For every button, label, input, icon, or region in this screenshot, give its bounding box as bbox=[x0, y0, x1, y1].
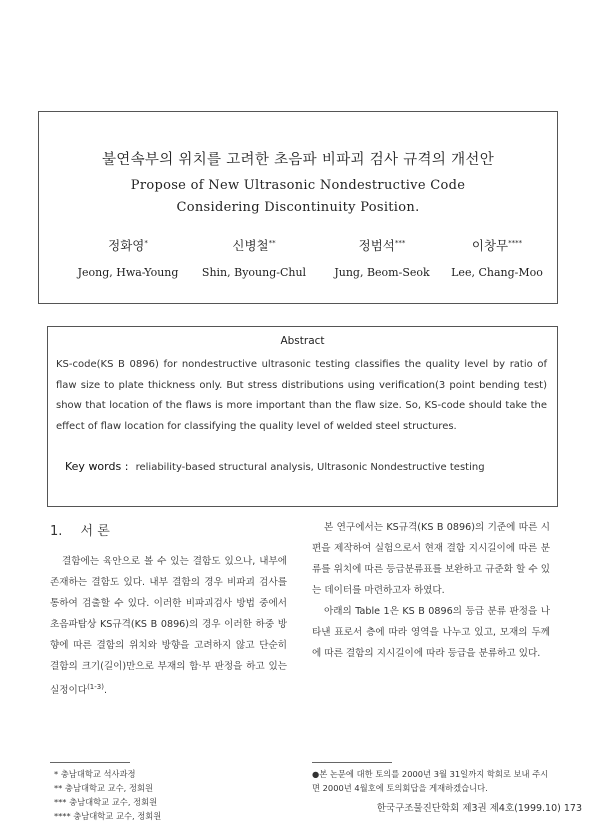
author-en-name: Jeong, Hwa-Young bbox=[77, 266, 179, 279]
author-3 bbox=[327, 236, 437, 279]
abstract-block bbox=[47, 326, 558, 507]
section-number: 1. bbox=[50, 524, 63, 539]
author-en-name: Shin, Byoung-Chul bbox=[201, 266, 307, 279]
footnote-rule-right bbox=[312, 762, 392, 763]
author-kr-name: 정범석*** bbox=[358, 238, 406, 253]
english-title-line-1: Propose of New Ultrasonic Nondestructive Code bbox=[130, 178, 466, 193]
english-title bbox=[39, 175, 557, 219]
author-kr-name: 신병철** bbox=[232, 238, 276, 253]
title-block bbox=[38, 111, 558, 304]
abstract-text: KS-code(KS B 0896) for nondestructive ultrasonic testing classifies the quality level by ratio of flaw size to plate thickness only. But stress distributions using verification(3 point bending test) show that location of the flaws is more important than the flaw size. So, KS-code should take the effect of flaw location for classifying the quality level of welded steel structures. bbox=[56, 359, 547, 432]
author-affiliations bbox=[54, 767, 254, 823]
right-column bbox=[312, 517, 550, 664]
author-kr-name: 이창무**** bbox=[471, 238, 523, 253]
english-title-line-2: Considering Discontinuity Position. bbox=[176, 200, 420, 215]
abstract-heading: Abstract bbox=[280, 335, 325, 347]
keywords bbox=[65, 460, 485, 473]
affiliation-2: ** 충남대학교 교수, 정회원 bbox=[54, 783, 153, 793]
author-1 bbox=[73, 236, 183, 279]
citation: (1-3) bbox=[87, 683, 104, 691]
intro-paragraph: 결함에는 육안으로 볼 수 있는 결함도 있으나, 내부에 존재하는 결함도 있다. 내부 결함의 경우 비파괴 검사를 통하여 검출할 수 있다. 이러한 비파괴검사 방법 중에서 초음파탐상 KS규격(KS B 0896)의 경우 이러한 하중 방향에 따른 결함의 위치와 방향을 고려하지 않고 단순히 결함의 크기(길이)만으로 부재의 합·부 판정을 하고 있는 실정이다$^{(1-3)}$. bbox=[50, 556, 287, 697]
research-paragraph: 본 연구에서는 KS규격(KS B 0896)의 기준에 따른 시편을 제작하여 실험으로서 현재 결함 지시길이에 따른 분류를 위치에 따른 등급분류표를 보완하고 규준화 할 수 있는 데이터를 마련하고자 하였다. bbox=[312, 522, 550, 596]
table-paragraph: 아래의 Table 1은 KS B 0896의 등급 분류 판정을 나타낸 표로서 층에 따라 영역을 나누고 있고, 모재의 두께에 따른 결함의 지시길이에 따라 등급을 분류하고 있다. bbox=[312, 606, 550, 659]
korean-title: 불연속부의 위치를 고려한 초음파 비파괴 검사 규격의 개선안 bbox=[101, 152, 495, 168]
affiliation-3: *** 충남대학교 교수, 정회원 bbox=[54, 797, 158, 807]
footnote-rule-left bbox=[50, 762, 130, 763]
discussion-note: ●본 논문에 대한 토의를 2000년 3월 31일까지 학회로 보내 주시면 2000년 4월호에 토의회답을 게재하겠습니다. bbox=[312, 769, 549, 793]
section-title: 서 론 bbox=[80, 524, 110, 539]
keywords-text: reliability-based structural analysis, Ultrasonic Nondestructive testing bbox=[135, 462, 485, 473]
affiliation-1: * 충남대학교 석사과정 bbox=[54, 769, 136, 779]
left-column bbox=[50, 551, 287, 701]
page-footer: 한국구조물진단학회 제3권 제4호(1999.10) 173 bbox=[376, 803, 582, 814]
author-kr-name: 정화영* bbox=[108, 238, 148, 253]
author-4 bbox=[441, 236, 553, 279]
author-en-name: Lee, Chang-Moo bbox=[451, 266, 543, 279]
affiliation-4: **** 충남대학교 교수, 정회원 bbox=[54, 811, 162, 821]
author-en-name: Jung, Beom-Seok bbox=[334, 266, 430, 279]
section-heading bbox=[50, 520, 110, 539]
keywords-label: Key words : bbox=[65, 460, 129, 473]
author-2 bbox=[197, 236, 311, 279]
